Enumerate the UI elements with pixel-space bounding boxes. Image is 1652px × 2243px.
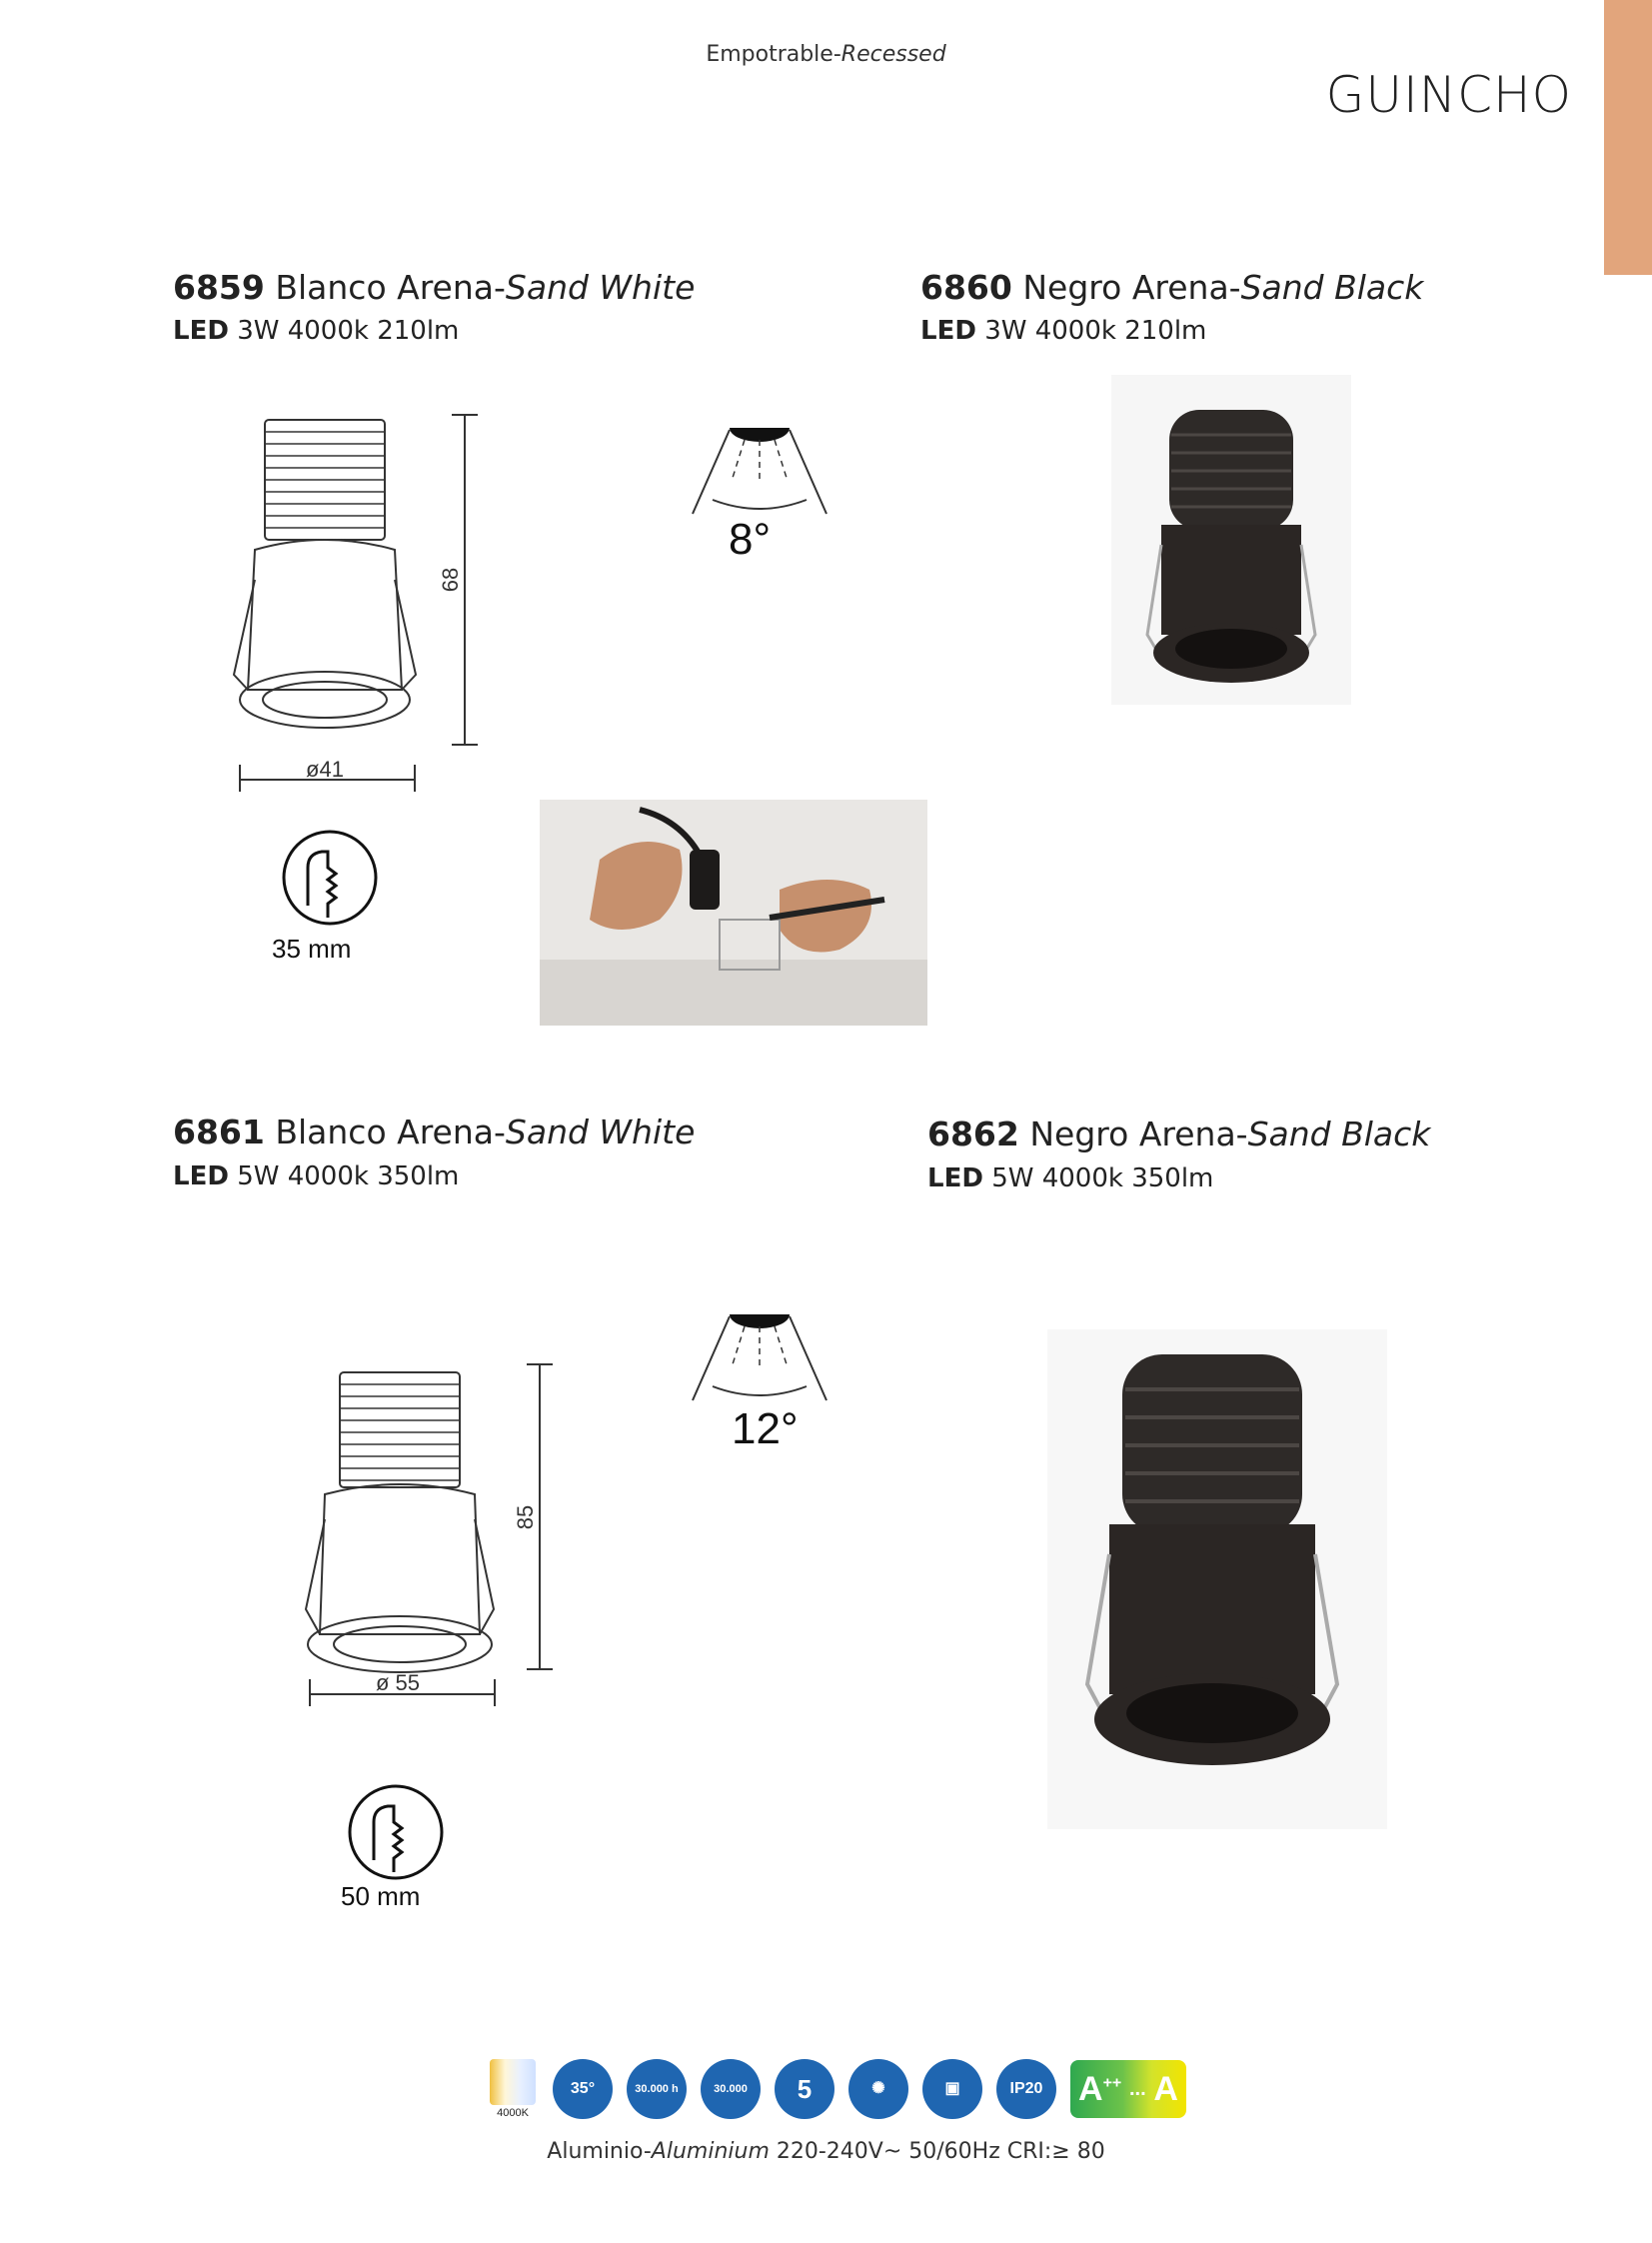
warranty-icon: 5	[775, 2059, 834, 2119]
class-ii-icon: ▣	[922, 2059, 982, 2119]
cct-icon: 4000K	[487, 2059, 539, 2119]
beam-angle-label-8: 8°	[729, 515, 772, 564]
cutout-label-50: 50 mm	[341, 1881, 421, 1911]
cutout-label-35: 35 mm	[272, 934, 352, 964]
product-photo-6862	[1047, 1329, 1387, 1829]
footer-specs: Aluminio-Aluminium 220-240V~ 50/60Hz CRI:≥ 80	[547, 2139, 1105, 2164]
energy-class-icon: A++ ... A	[1070, 2060, 1186, 2118]
product-title-6862: 6862 Negro Arena-Sand Black	[927, 1115, 1431, 1153]
beam-angle-diagram-8	[685, 418, 834, 518]
height-dimension: 68	[438, 567, 463, 593]
ip-rating-icon: IP20	[996, 2059, 1056, 2119]
product-spec-6860: LED 3W 4000k 210lm	[920, 316, 1207, 346]
installation-photo	[540, 800, 927, 1026]
height-dimension: 85	[513, 1504, 538, 1530]
product-title-6861: 6861 Blanco Arena-Sand White	[173, 1113, 696, 1151]
product-spec-6859: LED 3W 4000k 210lm	[173, 316, 460, 346]
beam-angle-label-12: 12°	[732, 1404, 799, 1453]
cut-hole-icon	[346, 1782, 446, 1882]
technical-drawing-large	[290, 1354, 570, 1724]
cut-hole-icon	[280, 828, 380, 928]
product-photo-6860	[1111, 375, 1351, 705]
product-title-6859: 6859 Blanco Arena-Sand White	[173, 268, 696, 307]
beam-angle-diagram-12	[685, 1304, 834, 1404]
beam-angle-icon: 35°	[553, 2059, 613, 2119]
diameter-dimension: ø 55	[375, 1670, 421, 1695]
category-label: Empotrable-Recessed	[706, 42, 946, 67]
feature-icons	[487, 2059, 1186, 2119]
diameter-dimension: ø41	[306, 757, 344, 782]
technical-drawing-small	[220, 400, 520, 800]
indoor-icon: ✺	[848, 2059, 908, 2119]
product-title-6860: 6860 Negro Arena-Sand Black	[920, 268, 1424, 307]
family-title: GUINCHO	[1325, 66, 1572, 124]
product-spec-6861: LED 5W 4000k 350lm	[173, 1161, 460, 1191]
product-spec-6862: LED 5W 4000k 350lm	[927, 1163, 1214, 1193]
led-life-icon: 30.000 h	[627, 2059, 687, 2119]
on-off-icon: 30.000	[701, 2059, 761, 2119]
